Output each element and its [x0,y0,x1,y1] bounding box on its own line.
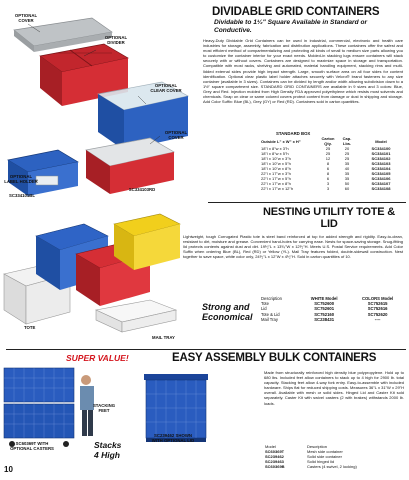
section2-body: Lightweight, tough Corrugated Plastic tote is steel band reinforced at top for added strength and rigidity. Easy-to-clean, resistant to dirt, moisture and grease. Convenient hand-holes for carrying ease. Nests for space-saving storage. Snug-fitting lid protects contents against dust and dirt. 19¹⁄₂"L x 13¹⁄₄"W x 12¹⁄₂"H. Meets U.S. Postal Service requirements. Add Color Suffix when ordering Blue (BL), Red (RD) or Yellow (YL). Mail Tray features folded, double-sidewall construction. Nest together to save space, white color only, 24¹⁄₂"L x 12"W x 4¹⁄₂"H. Sold in carton quantities of 10. [183,234,403,260]
table-cell: 35 [344,171,350,176]
table-cell: 8 [326,161,330,166]
col-cap-lbs: Cap. Lbs. [342,136,352,146]
table-cell: 18"l x 10"w x 3"h [261,156,291,161]
table-cell: SC334105 [371,171,391,176]
stacks-label [94,440,121,460]
table-cell: 18"l x 8"w x 3"h [261,146,289,151]
table-cell: 18"l x 8"w x 5"h [261,151,289,156]
super-value-banner: SUPER VALUE! [66,353,129,363]
table-header-top: STANDARD BOX [276,131,311,136]
table-cell: 25 [325,146,331,151]
table-cell: SC334101 [371,151,391,156]
col-white-model: WHITE Model [310,296,338,301]
tagline-line-2: Economical [202,312,253,322]
col-description: Description [261,296,282,301]
table-cell: 3 [326,186,330,191]
section3-body: Made from structurally reinforced high density blue polypropylene. Hold up to 680 lbs. Included feet allow containers to stack up to 4 high for 2900 lb. total capacity. Stacking feet allow 4-way fork entry. Easy-to-assemble with included hardware. Ships flat for reduced shipping costs. Measures 36"L x 31"W x 29"H overall. Available with mesh or solid sides. Hinged Lid and Caster Kit sold separately. Caster Kit with swivel casters (2 with brakes) withstands 2000 lb. loads. [264,370,404,406]
section2-title: NESTING UTILITY TOTE & LID [262,206,396,230]
bulk-table [264,444,406,469]
label-tote: TOTE [24,325,36,330]
table-cell: 12 [325,156,331,161]
stacks-line-1: Stacks [94,440,122,450]
tote-photo [0,210,182,340]
label-optional-divider: OPTIONAL DIVIDER [104,35,128,45]
table-cell: 18"l x 10"w x 5"h [261,161,291,166]
table-cell: Mail Tray [261,316,278,322]
table-cell: ---- [374,316,381,322]
table-cell: 22"l x 17"w x 5"h [261,176,291,181]
table-cell: SC238431 [314,316,335,322]
table-cell: 22"l x 17"w x 8"h [261,181,291,186]
page-number: 10 [4,465,13,474]
stacks-line-2: 4 High [94,450,120,460]
label-optional-label-holder: OPTIONAL LABEL HOLDER [4,174,38,184]
table-cell: SC60369B [265,464,285,469]
table-cell: 6 [326,166,330,171]
label-model-mid: SC239462 SHOWN WITH OPTIONAL LID [151,433,195,443]
table-cell: Solid hinged lid [307,459,335,464]
section1-subtitle: Dividable to 1¹⁄₂" Square Available in Standard or Conductive. [214,19,368,34]
label-model-left: SC60369T WITH OPTIONAL CASTERS [10,441,54,451]
table-cell: Lid [261,306,267,312]
tote-table [258,296,406,322]
table-cell: SC334107 [371,181,391,186]
table-cell: 50 [344,181,350,186]
section1-body: Heavy-Duty Dividable Grid Containers can be used in industrial, commercial, electronic and health care industries for storage, assembly, fabrication and distribution applications. These containers offer the safest and most efficient method of compartmentalizing and protecting all kinds of small to medium size parts allowing you to customize the container interior for your exact needs. Molded-in stacking lugs ensure containers will stack securely with or without covers. Containers are designed to maximize space in storage and transportation. Compatible with most racks, shelving and automated, material handling equipment, stacking rims and multi-lidded external sides provide high impact strength. Large, smooth surface area on all four sides for content identification. Optional clear plastic label holder attaches securely with Velcro® brand fasteners to any size container (available in 3 sizes). Containers can be divided by length and/or width allowing subdivision down to a 1½" square compartment size. STANDARD GRID CONTAINERS are available in 9 sizes and 3 colors: Blue, Grey and Red. Injection molded from High Density FDA approved polyethylene which resists most solvents and chemicals. Snap on clear or same colored covers protect content from damage or dust in shipping and storage. Add Color Suffix: Blue (BL), Grey (GY) or Red (RD). Containers sold in carton quantities. [203,38,403,105]
table-cell: 22"l x 17"w x 12"h [261,186,294,191]
table-row [260,186,406,191]
table-cell: 25 [344,156,350,161]
table-cell: Tote & Lid [261,311,280,317]
table-cell: SC752600 [314,301,335,307]
table-cell: SC239462 [265,454,284,459]
table-row [258,317,406,322]
table-cell: SC239463 [265,459,284,464]
table-cell: SC752601 [314,306,335,312]
table-cell: 20 [344,146,350,151]
table-cell: 40 [344,166,350,171]
table-cell: SC334100 [371,146,391,151]
label-optional-cover-2: OPTIONAL COVER [164,130,188,140]
table-cell: Casters (4 swivel, 2 locking) [307,464,357,469]
table-cell: 18"l x 10"w x 8"h [261,166,291,171]
divider-line-2 [6,349,406,350]
grid-containers-table [260,131,406,191]
label-optional-clear-cover: OPTIONAL CLEAR COVER [150,83,182,93]
section3-title: EASY ASSEMBLY BULK CONTAINERS [172,352,377,364]
table-cell: 8 [326,171,330,176]
table-cell: 6 [326,176,330,181]
col-model-b: Model [265,444,276,449]
bulk-container-photo [0,364,260,468]
table-row [264,464,406,469]
tagline-line-1: Strong and [202,302,250,312]
table-cell: SC334106 [371,176,391,181]
table-cell: SC334108 [371,186,391,191]
table-cell: SC334102 [371,156,391,161]
table-cell: SC752616 [367,306,388,312]
table-cell: SC752615 [367,301,388,307]
section1-title: DIVIDABLE GRID CONTAINERS [212,6,380,18]
table-cell: SC752620 [367,311,388,317]
table-cell: Mesh side container [307,449,343,454]
table-cell: 3 [326,181,330,186]
col-carton-qty: Carton Qty. [321,136,335,146]
table-cell: Solid side container [307,454,342,459]
table-cell: 35 [344,161,350,166]
col-colors-model: COLORS Model [362,296,394,301]
table-cell: 60 [344,186,350,191]
col-outside: Outside L" x W" x H" [261,138,301,144]
col-model: Model [375,138,387,144]
table-cell: SC334104 [371,166,391,171]
label-stacking-feet: STACKING FEET [92,403,116,413]
table-cell: SC60369T [265,449,285,454]
col-description-b: Description [307,444,328,449]
label-optional-cover: OPTIONAL COVER [14,13,38,23]
table-cell: 25 [325,151,331,156]
tagline [202,302,253,322]
label-holder-model: SC334101BL [8,193,36,198]
table-cell: SC334103 [371,161,391,166]
table-cell: 22"l x 17"w x 3"h [261,171,291,176]
table-cell: SC752160 [314,311,335,317]
label-mail-tray: MAIL TRAY [152,335,175,340]
label-model-red: SC334103RD [128,187,156,192]
table-cell: 25 [344,151,350,156]
table-cell: 35 [344,176,350,181]
divider-line-1 [208,202,406,203]
table-cell: Tote [261,301,269,307]
